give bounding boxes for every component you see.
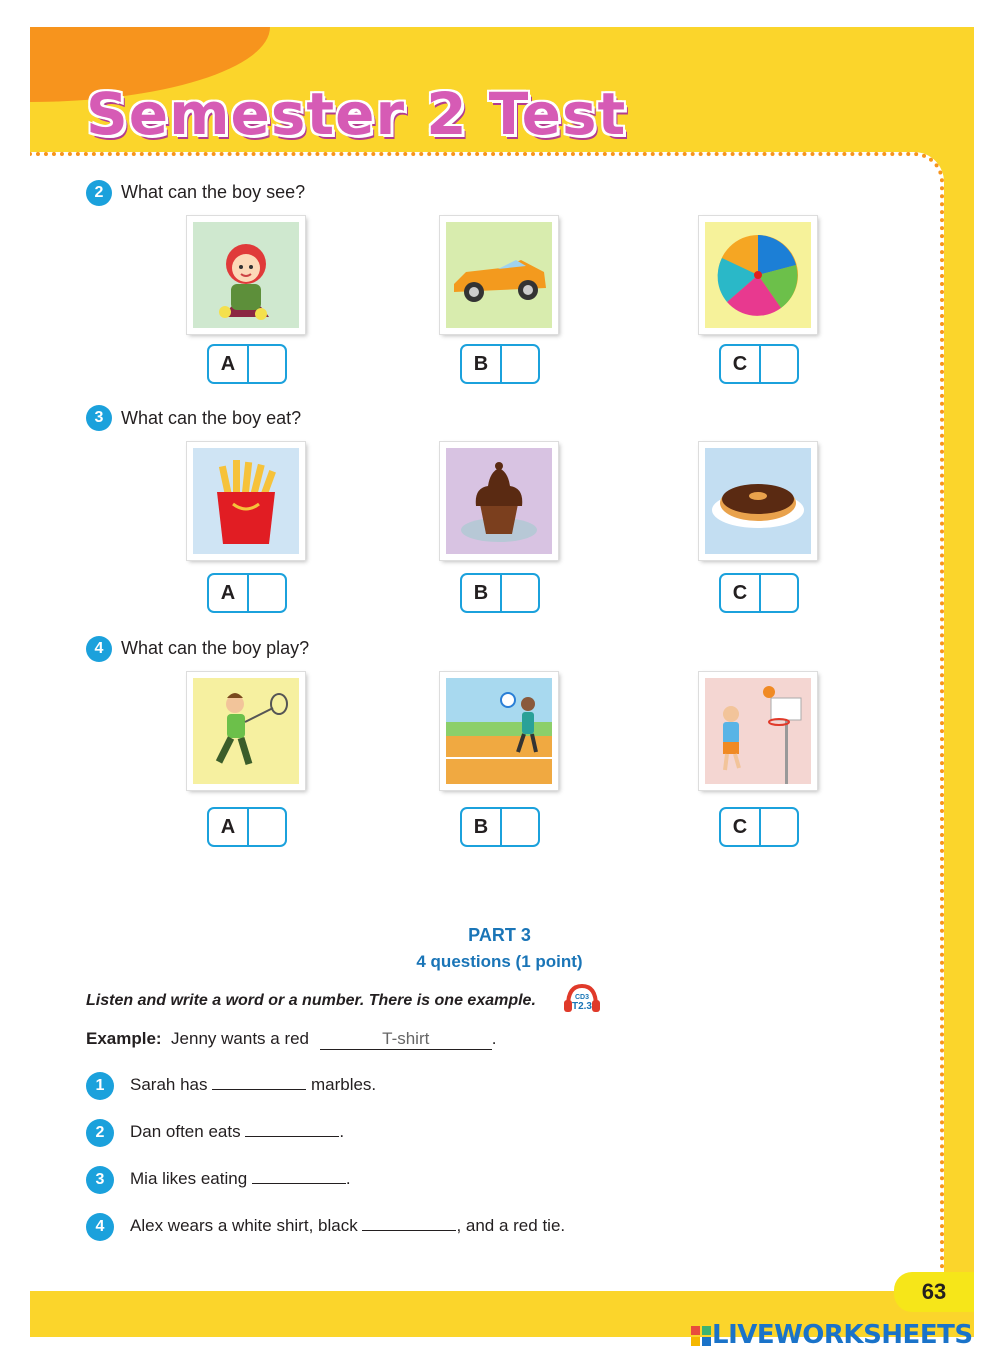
page-number: 63 xyxy=(894,1272,974,1312)
answer-field[interactable] xyxy=(249,809,285,845)
answer-field[interactable] xyxy=(249,575,285,611)
track-label: T2.3 xyxy=(571,1001,593,1012)
option-letter: B xyxy=(462,809,502,845)
example-line xyxy=(86,1029,496,1050)
answer-box[interactable] xyxy=(207,344,287,384)
fill-in-line xyxy=(130,1216,565,1236)
answer-field[interactable] xyxy=(502,575,538,611)
question-number: 4 xyxy=(86,636,112,662)
item-text-before: Alex wears a white shirt, black xyxy=(130,1216,358,1235)
example-end: . xyxy=(491,1029,497,1048)
volleyball-icon xyxy=(446,678,552,784)
liveworksheets-logo xyxy=(690,1320,973,1360)
item-text-after: , and a red tie. xyxy=(456,1216,566,1235)
doll-picture xyxy=(187,216,305,334)
option-letter: B xyxy=(462,575,502,611)
fill-in-line xyxy=(130,1169,351,1189)
fries-icon xyxy=(193,448,299,554)
answer-field[interactable] xyxy=(761,346,797,382)
blank-input[interactable] xyxy=(362,1216,456,1231)
answer-box[interactable] xyxy=(460,807,540,847)
answer-field[interactable] xyxy=(761,575,797,611)
example-text: Jenny wants a red xyxy=(171,1029,310,1048)
item-text-before: Dan often eats xyxy=(130,1122,241,1141)
option-letter: C xyxy=(721,575,761,611)
answer-box[interactable] xyxy=(719,807,799,847)
answer-field[interactable] xyxy=(502,346,538,382)
option-letter: C xyxy=(721,809,761,845)
item-number: 3 xyxy=(86,1166,114,1194)
item-text-before: Mia likes eating xyxy=(130,1169,248,1188)
answer-field[interactable] xyxy=(761,809,797,845)
question-number: 3 xyxy=(86,405,112,431)
answer-box[interactable] xyxy=(460,344,540,384)
option-letter: B xyxy=(462,346,502,382)
question-text: What can the boy see? xyxy=(121,182,306,202)
basketball-picture xyxy=(699,672,817,790)
beach-ball-picture xyxy=(699,216,817,334)
item-number: 2 xyxy=(86,1119,114,1147)
example-label: Example: xyxy=(86,1029,162,1048)
blank-input[interactable] xyxy=(252,1169,346,1184)
car-icon xyxy=(446,222,552,328)
answer-box[interactable] xyxy=(719,573,799,613)
instruction: Listen and write a word or a number. There is one example. xyxy=(86,992,536,1009)
doll-icon xyxy=(193,222,299,328)
item-number: 1 xyxy=(86,1072,114,1100)
option-letter: A xyxy=(209,346,249,382)
item-text-before: Sarah has xyxy=(130,1075,208,1094)
fill-in-line xyxy=(130,1122,344,1142)
answer-field[interactable] xyxy=(502,809,538,845)
donut-icon xyxy=(705,448,811,554)
item-number: 4 xyxy=(86,1213,114,1241)
answer-box[interactable] xyxy=(207,573,287,613)
answer-box[interactable] xyxy=(207,807,287,847)
option-letter: A xyxy=(209,575,249,611)
answer-box[interactable] xyxy=(719,344,799,384)
item-text-after: marbles. xyxy=(310,1075,377,1094)
basketball-icon xyxy=(705,678,811,784)
volleyball-picture xyxy=(440,672,558,790)
blank-input[interactable] xyxy=(212,1075,306,1090)
item-text-after: . xyxy=(339,1122,345,1141)
cd-label: CD3 xyxy=(574,994,590,1001)
fill-in-line xyxy=(130,1075,376,1095)
cupcake-picture xyxy=(440,442,558,560)
blank-input[interactable] xyxy=(245,1122,339,1137)
answer-box[interactable] xyxy=(460,573,540,613)
part-title: PART 3 xyxy=(468,925,531,945)
item-text-after: . xyxy=(345,1169,351,1188)
logo-text: LIVEWORKSHEETS xyxy=(712,1320,973,1350)
beach-ball-icon xyxy=(705,222,811,328)
badminton-picture xyxy=(187,672,305,790)
donut-picture xyxy=(699,442,817,560)
answer-field[interactable] xyxy=(249,346,285,382)
option-letter: C xyxy=(721,346,761,382)
headphones-icon[interactable] xyxy=(562,982,602,1014)
question-text: What can the boy eat? xyxy=(121,408,302,428)
badminton-icon xyxy=(193,678,299,784)
car-picture xyxy=(440,216,558,334)
option-letter: A xyxy=(209,809,249,845)
cupcake-icon xyxy=(446,448,552,554)
part-subtitle: 4 questions (1 point) xyxy=(416,952,583,971)
example-answer: T-shirt xyxy=(320,1029,492,1050)
logo-icon xyxy=(690,1325,712,1347)
page-title: Semester 2 Test xyxy=(86,80,627,148)
question-number: 2 xyxy=(86,180,112,206)
fries-picture xyxy=(187,442,305,560)
question-text: What can the boy play? xyxy=(121,638,310,658)
